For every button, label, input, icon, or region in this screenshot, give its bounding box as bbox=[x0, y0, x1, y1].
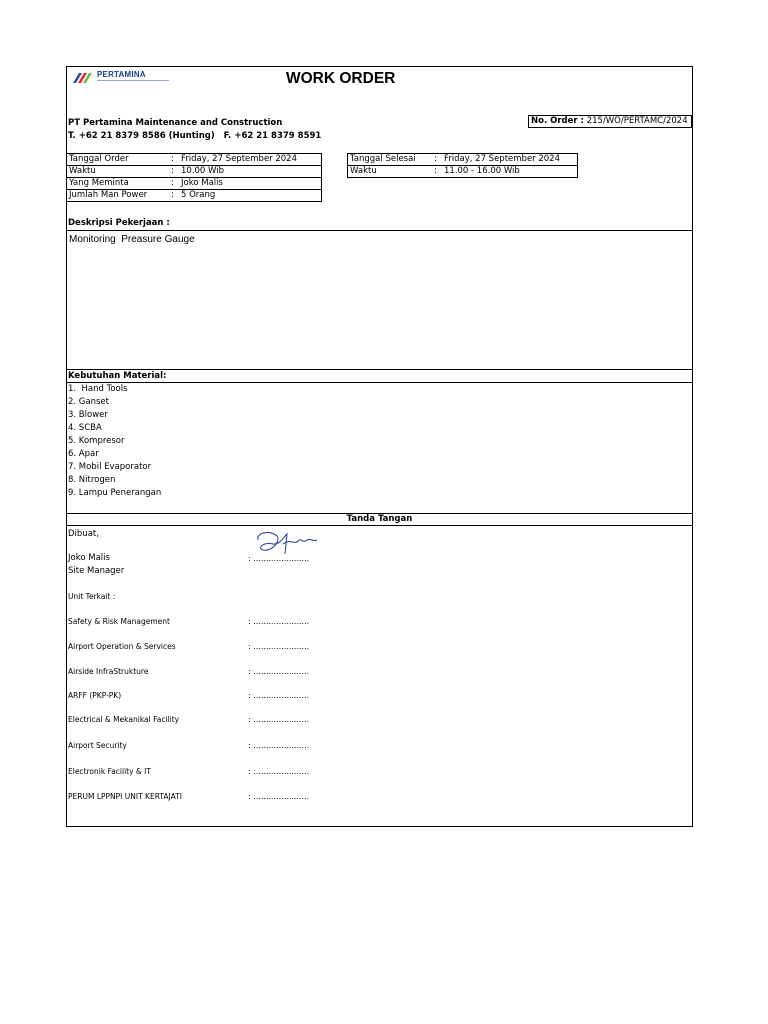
table-row bbox=[348, 166, 578, 178]
signature-line: : ...................... bbox=[248, 715, 310, 724]
info-sep: : bbox=[432, 166, 442, 178]
order-label: No. Order : bbox=[531, 116, 584, 126]
list-item: 4. SCBA bbox=[68, 423, 102, 433]
materials-list bbox=[68, 383, 161, 500]
list-item: 9. Lampu Penerangan bbox=[68, 488, 162, 498]
list-item: 2. Ganset bbox=[68, 397, 109, 407]
info-label: Waktu bbox=[348, 166, 433, 178]
info-label: Tanggal Selesai bbox=[348, 154, 433, 166]
info-value: 10.00 Wib bbox=[179, 166, 322, 178]
pertamina-logo bbox=[71, 70, 181, 86]
order-number-box bbox=[528, 115, 692, 128]
info-value: Friday, 27 September 2024 bbox=[179, 154, 322, 166]
company-name: PT Pertamina Maintenance and Construction bbox=[68, 118, 283, 128]
info-value: Friday, 27 September 2024 bbox=[442, 154, 578, 166]
info-label: Jumlah Man Power bbox=[67, 190, 170, 202]
table-row bbox=[348, 154, 578, 166]
info-value: Joko Malis bbox=[179, 178, 322, 190]
pertamina-logo-icon bbox=[71, 70, 93, 84]
company-phone: T. +62 21 8379 8586 (Hunting) F. +62 21 8379 8591 bbox=[68, 131, 322, 141]
made-by-label: Dibuat, bbox=[68, 529, 99, 539]
completion-info-table bbox=[347, 153, 578, 178]
info-label: Waktu bbox=[67, 166, 170, 178]
info-sep: : bbox=[432, 154, 442, 166]
unit-label: Unit Terkait : bbox=[68, 592, 116, 601]
order-value: 215/WO/PERTAMC/2024 bbox=[586, 116, 688, 126]
divider bbox=[66, 525, 693, 526]
materials-label: Kebutuhan Material: bbox=[68, 371, 167, 381]
page-title: WORK ORDER bbox=[286, 70, 396, 87]
unit-name: Airside InfraStrukture bbox=[68, 667, 149, 676]
divider bbox=[66, 230, 693, 231]
order-info-table bbox=[66, 153, 322, 202]
info-sep: : bbox=[169, 166, 179, 178]
company-info bbox=[68, 117, 321, 143]
list-item: 7. Mobil Evaporator bbox=[68, 462, 152, 472]
info-sep: : bbox=[169, 154, 179, 166]
signature-line: : ...................... bbox=[248, 642, 310, 651]
list-item: 1. Hand Tools bbox=[68, 384, 128, 394]
signature-line: : ...................... bbox=[248, 767, 310, 776]
list-item: 5. Kompresor bbox=[68, 436, 125, 446]
unit-name: Safety & Risk Management bbox=[68, 617, 170, 626]
signature-line: : ...................... bbox=[248, 667, 310, 676]
table-row bbox=[67, 190, 322, 202]
unit-name: Electrical & Mekanikal Facility bbox=[68, 715, 180, 724]
signature-line: : ...................... bbox=[248, 691, 310, 700]
signature-line: : ...................... bbox=[248, 792, 310, 801]
unit-name: ARFF (PKP-PK) bbox=[68, 691, 122, 700]
signer-role: Site Manager bbox=[68, 566, 125, 576]
list-item: 3. Blower bbox=[68, 410, 108, 420]
unit-name: Airport Security bbox=[68, 741, 127, 750]
divider bbox=[66, 369, 693, 370]
description-label: Deskripsi Pekerjaan : bbox=[68, 218, 170, 228]
table-row bbox=[67, 166, 322, 178]
logo-text: PERTAMINA bbox=[97, 70, 146, 79]
signature-section-label: Tanda Tangan bbox=[346, 514, 413, 524]
info-sep: : bbox=[169, 178, 179, 190]
list-item: 8. Nitrogen bbox=[68, 475, 116, 485]
logo-underline bbox=[97, 80, 169, 81]
signature-line: : ...................... bbox=[248, 554, 310, 563]
info-label: Tanggal Order bbox=[67, 154, 170, 166]
info-sep: : bbox=[169, 190, 179, 202]
info-value: 11.00 - 16.00 Wib bbox=[442, 166, 578, 178]
signature-line: : ...................... bbox=[248, 617, 310, 626]
unit-name: Airport Operation & Services bbox=[68, 642, 176, 651]
description-text: Monitoring Preasure Gauge bbox=[69, 234, 195, 245]
signer-name: Joko Malis bbox=[68, 553, 110, 563]
list-item: 6. Apar bbox=[68, 449, 99, 459]
info-value: 5 Orang bbox=[179, 190, 322, 202]
table-row bbox=[67, 154, 322, 166]
unit-name: Electronik Facility & IT bbox=[68, 767, 151, 776]
unit-name: PERUM LPPNPI UNIT KERTAJATI bbox=[68, 792, 182, 801]
signature-line: : ...................... bbox=[248, 741, 310, 750]
info-label: Yang Meminta bbox=[67, 178, 170, 190]
table-row bbox=[67, 178, 322, 190]
